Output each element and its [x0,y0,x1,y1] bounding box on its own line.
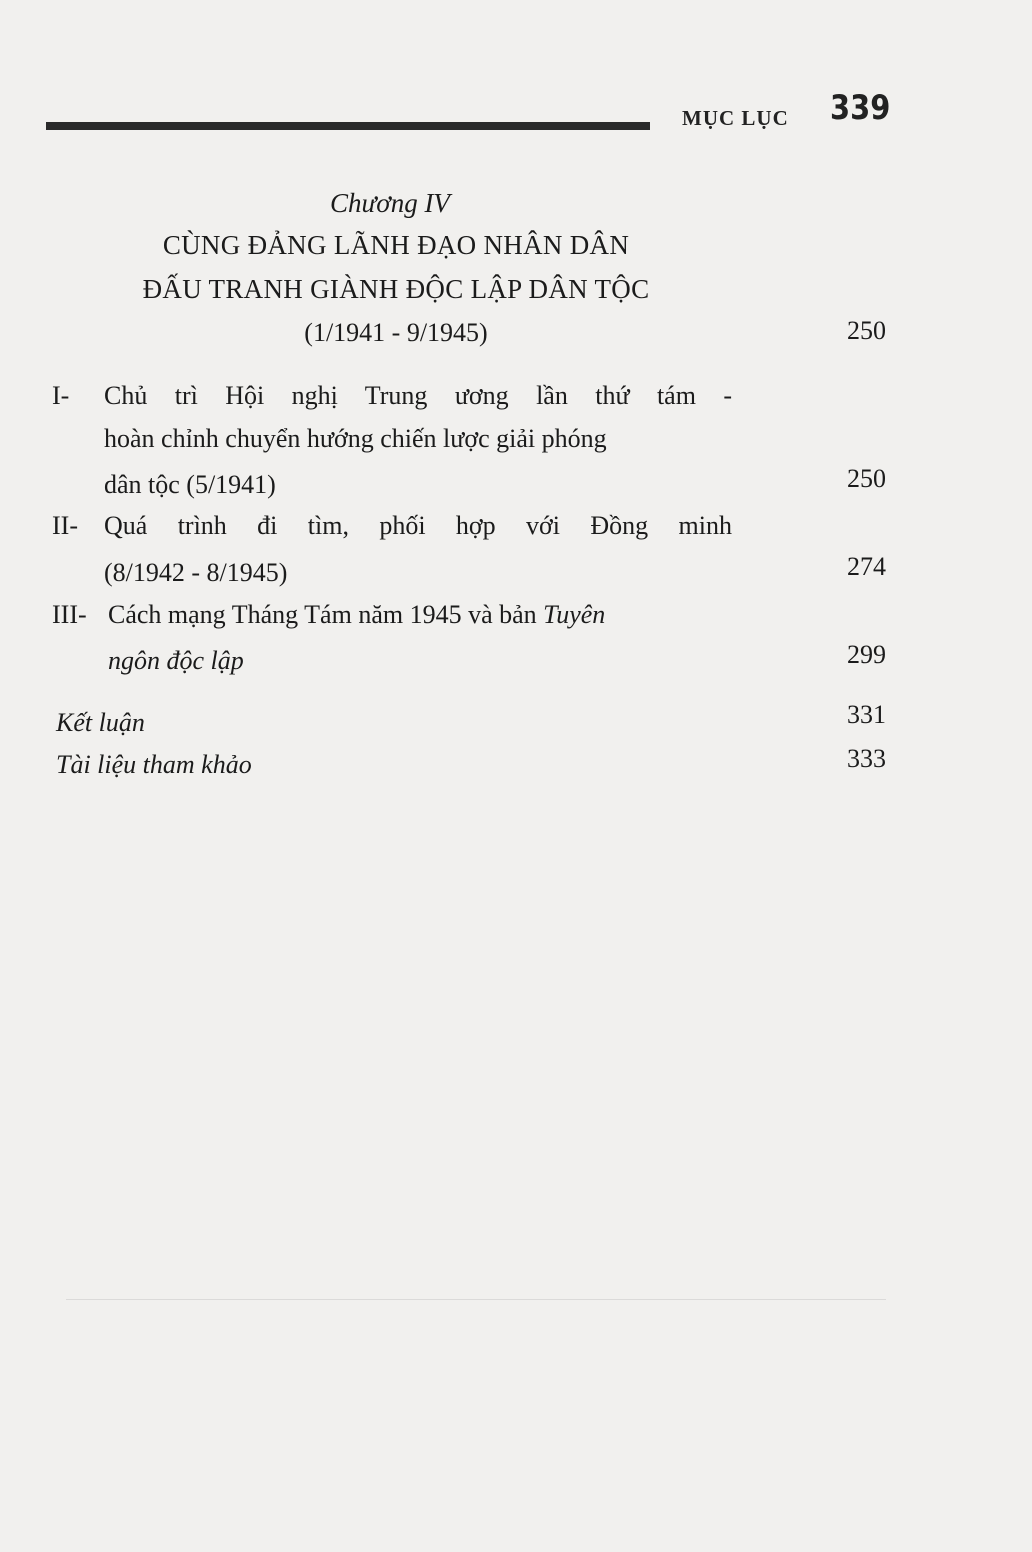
entry-page-ref: 299 [847,640,886,669]
entry-number: I- [52,381,70,410]
entry-text-line: hoàn chỉnh chuyển hướng chiến lược giải phóng [104,424,607,453]
entry-text-line: Kết luận [56,708,145,737]
entry-text-line: Chủ trì Hội nghị Trung ương lần thứ tám - [104,381,732,410]
chapter-dates: (1/1941 - 9/1945) [304,318,488,347]
chapter-title-line-2: ĐẤU TRANH GIÀNH ĐỘC LẬP DÂN TỘC [142,274,650,304]
running-header-title: MỤC LỤC [682,106,789,130]
entry-page-ref: 250 [847,464,886,493]
entry-page-ref: 274 [847,552,886,581]
page-number: 339 [830,88,891,128]
header-rule [46,122,650,130]
entry-text-plain: Cách mạng Tháng Tám năm 1945 và bản [108,600,544,629]
entry-text-line: Tài liệu tham khảo [56,750,252,779]
chapter-label: Chương IV [330,188,450,218]
entry-number: II- [52,511,78,540]
entry-page-ref: 331 [847,700,886,729]
entry-text-line: Quá trình đi tìm, phối hợp với Đồng minh [104,511,732,540]
entry-text-italic: Tuyên [543,600,606,629]
entry-page-ref: 333 [847,744,886,773]
chapter-page-ref: 250 [847,316,886,345]
entry-text-line: dân tộc (5/1941) [104,470,276,499]
entry-number: III- [52,600,87,629]
bleed-through-rule [66,1299,886,1300]
chapter-title-line-1: CÙNG ĐẢNG LÃNH ĐẠO NHÂN DÂN [162,230,630,260]
entry-text-line [108,600,605,630]
entry-text-line: ngôn độc lập [108,646,244,675]
entry-text-line: (8/1942 - 8/1945) [104,558,288,587]
